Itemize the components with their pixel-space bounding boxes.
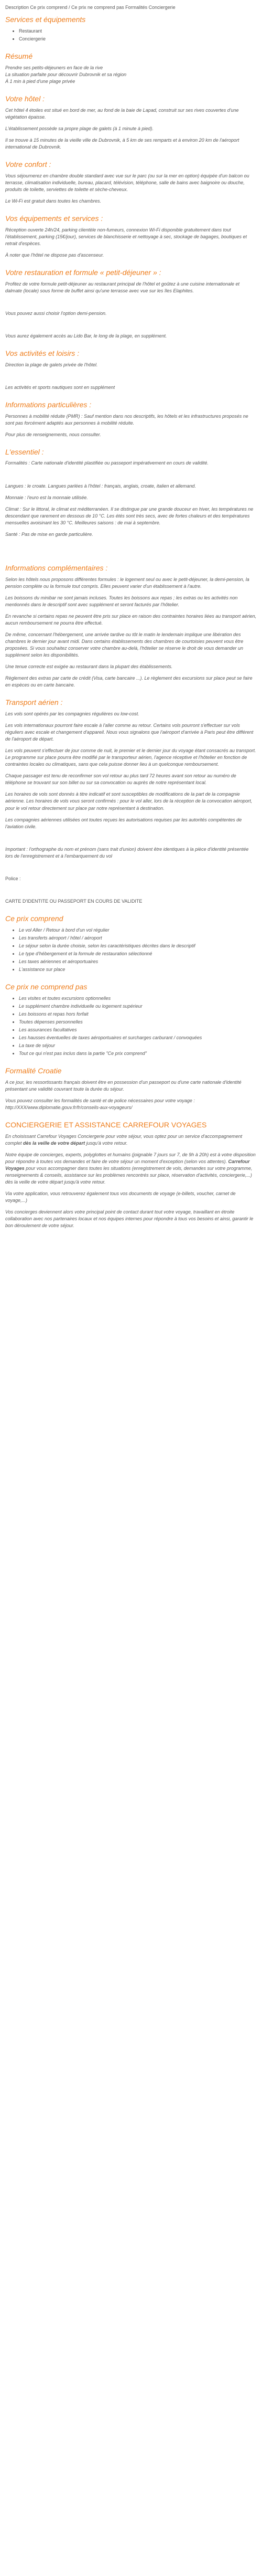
list-item: • Toutes dépenses personnelles <box>19 1019 257 1026</box>
confort-paragraph: Le Wi-Fi est gratuit dans toutes les chambres. <box>5 198 101 204</box>
formalite-paragraph: Vous pouvez consulter les formalités de santé et de police nécessaires pour votre voyage : http://XXX/www.diplomatie.gouv.fr/fr/conseils-aux-voyageurs/ <box>5 1098 195 1111</box>
restauration-paragraph: Vous pouvez aussi choisir l'option demi-pension. <box>5 310 107 316</box>
comprend-list <box>5 927 257 973</box>
services-list <box>5 28 257 43</box>
essentiel-paragraph: Langues : le croate. Langues parlées à l'hôtel : français, anglais, croate, italien et allemand. <box>5 483 196 489</box>
restauration-heading: Votre restauration et formule « petit-déjeuner » : <box>5 268 161 277</box>
complementaires-paragraph: Règlement des extras par carte de crédit (Visa, carte bancaire ...). Le règlement des excursions sur place peut se faire en espèces ou en carte bancaire. <box>5 675 253 688</box>
list-item: • Le vol Aller / Retour à bord d'un vol régulier <box>19 927 257 934</box>
list-item: • Les boissons et repas hors forfait <box>19 1011 257 1018</box>
list-item: • L'assistance sur place <box>19 966 257 973</box>
essentiel-heading: L'essentiel : <box>5 447 44 456</box>
hotel-heading: Votre hôtel : <box>5 94 45 103</box>
confort-paragraph: Vous séjournerez en chambre double standard avec vue sur le parc (ou sur la mer en option) équipée d'un balcon ou terrasse, climatisation individuelle, bureau, placard, télévision, téléphone, salle de bains avec baignoire ou douche, produits de toilette, serviettes de toilette et sèche-cheveux. <box>5 173 249 192</box>
list-item: • Le séjour selon la durée choisie, selon les caractéristiques décrites dans le descriptif <box>19 943 257 949</box>
essentiel-paragraph: Climat : Sur le littoral, le climat est méditerranéen. Il se distingue par une grande douceur en hiver, les températures ne descendant que rarement en dessous de 10 °C. Les étés sont très secs, avec de fortes chaleurs et des températures mensuelles avoisinant les 30 °C. Meilleures saisons : de mai à septembre. <box>5 506 254 525</box>
conciergerie-paragraph: Notre équipe de concierges, experts, polyglottes et humains (joignable 7 jours sur 7, de 9h à 20h) est à votre disposition pour répondre à toutes vos demandes et faire de votre séjour un moment d'exception (selon vos attentes). Carrefour Voyages pour vous accompagner dans toutes les situations (enregistrement de vols, demandes sur votre programme, renseignements & conseils, assistance sur les problèmes rencontrés sur place, réservation d'activités, conciergerie,...) dès la veille de votre départ jusqu'à votre retour. <box>5 1152 256 1185</box>
list-item: • Le type d'hébergement et la formule de restauration sélectionné <box>19 951 257 957</box>
necomprend-heading: Ce prix ne comprend pas <box>5 982 88 991</box>
comprend-heading: Ce prix comprend <box>5 914 63 923</box>
infos-paragraph: Pour plus de renseignements, nous consulter. <box>5 431 101 437</box>
conciergerie-paragraph: En choisissant Carrefour Voyages Conciergerie pour votre séjour, vous optez pour un service d'accompagnement complet dès la veille de votre départ jusqu'à votre retour. <box>5 1133 243 1146</box>
transport-paragraph: Chaque passager est tenu de reconfirmer son vol retour au plus tard 72 heures avant son retour au numéro de téléphone se trouvant sur son billet ou sur sa convocation ou auprès de notre représentant local. <box>5 773 236 786</box>
equipements-paragraph: À noter que l'hôtel ne dispose pas d'ascenseur. <box>5 252 104 258</box>
description-line: Description Ce prix comprend / Ce prix ne comprend pas Formalités Conciergerie <box>5 5 176 10</box>
formalite-paragraph: A ce jour, les ressortissants français doivent être en possession d'un passeport ou d'une carte nationale d'identité présentant une validité couvrant toute la durée du séjour. <box>5 1079 242 1092</box>
hotel-paragraph: Cet hôtel 4 étoiles est situé en bord de mer, au fond de la baie de Lapad, construit sur ses rives couvertes d'une végétation épaisse. <box>5 107 239 120</box>
activites-paragraph: Les activités et sports nautiques sont en supplément <box>5 384 115 390</box>
complementaires-heading: Informations complémentaires : <box>5 563 108 572</box>
complementaires-paragraph: Les boissons du minibar ne sont jamais incluses. Toutes les boissons aux repas ; les extras ou les activités non mentionnés dans le descriptif sont avec supplément et seront facturés par l'hôtelier. <box>5 595 238 607</box>
complementaires-paragraph: Une tenue correcte est exigée au restaurant dans la plupart des établissements. <box>5 664 173 670</box>
list-item: • Restaurant <box>19 28 257 35</box>
list-item: • Le supplément chambre individuelle ou logement supérieur <box>19 1003 257 1010</box>
conciergerie-paragraph: Via votre application, vous retrouverez également tous vos documents de voyage (e-billets, voucher, carnet de voyage,...) <box>5 1191 236 1203</box>
equipements-paragraph: Réception ouverte 24h/24, parking clientèle non-fumeurs, connexion Wi-Fi disponible gratuitement dans tout l'établissement, parking (15€/jour), services de blanchisserie et nettoyage à sec, stockage de bagages, boutiques et retrait d'espèces. <box>5 227 247 246</box>
transport-paragraph: Les vols peuvent s'effectuer de jour comme de nuit, le premier et le dernier jour du voyage étant consacrés au transport. Le programme sur place pourra être modifié par le transporteur aérien, l'agence réceptive et l'hôtelier en fonction de contraintes locales ou climatiques, sans que cela puisse donner lieu à un quelconque remboursement. <box>5 748 256 767</box>
complementaires-paragraph: En revanche si certains repas ne peuvent être pris sur place en raison des contraintes horaires liées au transport aérien, aucun remboursement ne pourra être effectué. <box>5 613 257 626</box>
police-label: Police : <box>5 875 21 881</box>
hotel-paragraph: Il se trouve à 15 minutes de la vieille ville de Dubrovnik, à 5 km de ses remparts et à environ 20 km de l'aéroport international de Dubrovnik. <box>5 137 239 150</box>
activites-heading: Vos activités et loisirs : <box>5 349 80 357</box>
resume-text: Prendre ses petits-déjeuners en face de la rive La situation parfaite pour découvrir Dubrovnik et sa région À 1 min à pied d'une plage privée <box>5 65 127 84</box>
infos-paragraph: Personnes à mobilité réduite (PMR) : Sauf mention dans nos descriptifs, les hôtels et les infrastructures proposés ne sont pas forcément adaptés aux personnes à mobilité réduite. <box>5 413 248 426</box>
list-item: • Les transferts aéroport / hôtel / aéroport <box>19 935 257 942</box>
conciergerie-heading: CONCIERGERIE ET ASSISTANCE CARREFOUR VOYAGES <box>5 1121 207 1129</box>
police-value: CARTE D'IDENTITE OU PASSEPORT EN COURS DE VALIDITE <box>5 898 143 904</box>
transport-paragraph: Les horaires de vols sont donnés à titre indicatif et sont susceptibles de modifications de la part de la compagnie aérienne. Les horaires de vols vous seront confirmés : pour le vol aller, lors de la réception de la convocation aéroport, pour le vol retour directement sur place par notre représentant à destination. <box>5 791 253 811</box>
list-item: • Les visites et toutes excursions optionnelles <box>19 995 257 1002</box>
list-item: • Tout ce qui n'est pas inclus dans la partie "Ce prix comprend" <box>19 1050 257 1057</box>
essentiel-paragraph: Santé : Pas de mise en garde particulière. <box>5 531 93 537</box>
infos-heading: Informations particulières : <box>5 400 92 409</box>
restauration-paragraph: Vous aurez également accès au Lido Bar, le long de la plage, en supplément. <box>5 333 167 339</box>
formalite-heading: Formalité Croatie <box>5 1067 62 1075</box>
transport-paragraph: Les compagnies aériennes utilisées ont toutes reçues les autorisations requises par les autorités compétentes de l'aviation civile. <box>5 817 242 829</box>
transport-paragraph: Important : l'orthographe du nom et prénom (sans trait d'union) doivent être identiques à la pièce d'identité présentée lors de l'enregistrement et à l'embarquement du vol <box>5 846 249 859</box>
essentiel-paragraph: Monnaie : l'euro est la monnaie utilisée. <box>5 494 88 500</box>
product-page <box>0 0 262 1241</box>
list-item: • Les hausses éventuelles de taxes aéroportuaires et surcharges carburant / convoquées <box>19 1034 257 1041</box>
list-item: • Les taxes aériennes et aéroportuaires <box>19 958 257 965</box>
transport-paragraph: Les vols sont opérés par les compagnies régulières ou low-cost. <box>5 711 139 717</box>
transport-heading: Transport aérien : <box>5 698 63 707</box>
activites-paragraph: Direction la plage de galets privée de l'hôtel. <box>5 362 98 367</box>
hotel-paragraph: L'établissement possède sa propre plage de galets (à 1 minute à pied). <box>5 125 154 131</box>
complementaires-paragraph: Selon les hôtels nous proposons différentes formules : le logement seul ou avec le petit-déjeuner, la demi-pension, la pension complète ou la formule tout compris. Elles peuvent varier d'un établissement à l'autre. <box>5 576 249 589</box>
equipements-heading: Vos équipements et services : <box>5 214 103 223</box>
spacer <box>5 543 257 554</box>
complementaires-paragraph: De même, concernant l'hébergement, une arrivée tardive ou tôt le matin le lendemain implique une libération des chambres le dernier jour avant midi. Dans certains établissements des chambres de courtoisies peuvent vous être proposées. Si vous souhaitez conserver votre chambre au-delà, l'hôtelier se réserve le droit de vous demander un supplément selon les disponibilités. <box>5 631 244 658</box>
restauration-paragraph: Profitez de votre formule petit-déjeuner au restaurant principal de l'hôtel et goûtez à une cuisine internationale et dalmate (locale) sous forme de buffet ainsi qu'une terrasse avec vue sur les îles Elaphites. <box>5 281 239 293</box>
confort-heading: Votre confort : <box>5 160 51 168</box>
list-item: • Conciergerie <box>19 36 257 43</box>
conciergerie-paragraph: Vos concierges deviennent alors votre principal point de contact durant tout votre voyage, travaillant en étroite collaboration avec nos partenaires locaux et nos équipes internes pour répondre à tous vos besoins et ainsi, garantir le bon déroulement de votre séjour. <box>5 1209 254 1229</box>
services-heading: Services et équipements <box>5 15 86 24</box>
essentiel-paragraph: Formalités : Carte nationale d'identité plastifiée ou passeport impérativement en cours de validité. <box>5 460 209 466</box>
list-item: • Les assurances facultatives <box>19 1027 257 1033</box>
transport-paragraph: Les vols internationaux pourront faire escale à l'aller comme au retour. Certains vols pourront s'effectuer sur vols réguliers avec escale et changement d'appareil. Nous vous signalons que l'aéroport d'arrivée à Paris peut être différent de l'aéroport de départ. <box>5 723 254 742</box>
list-item: • La taxe de séjour <box>19 1042 257 1049</box>
resume-heading: Résumé <box>5 51 33 60</box>
necomprend-list <box>5 995 257 1057</box>
